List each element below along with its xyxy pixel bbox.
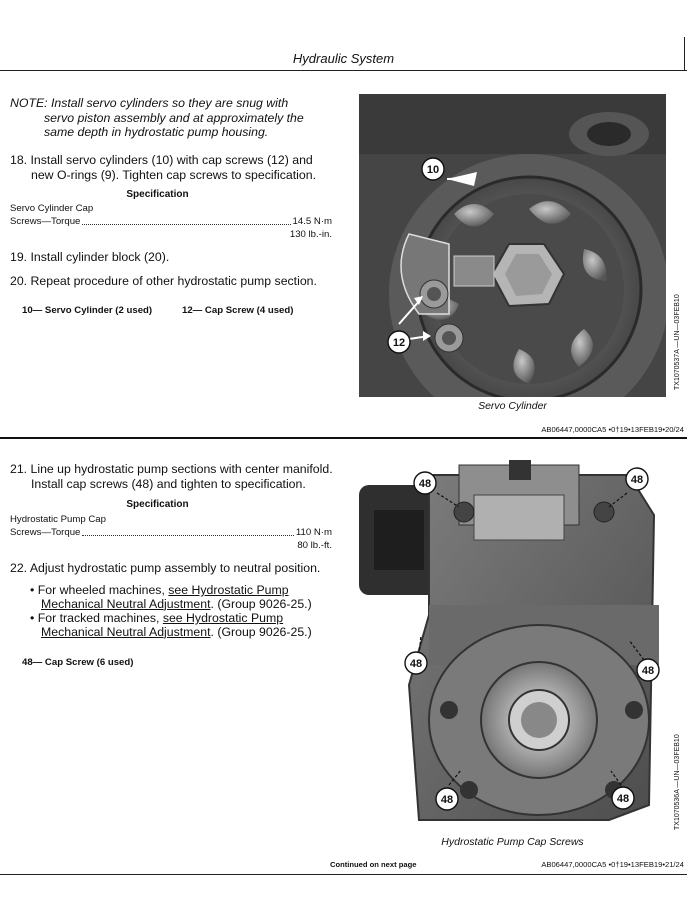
servo-cylinder-illustration xyxy=(359,94,666,397)
bullet-tracked: • For tracked machines, see Hydrostatic Pump Mechanical Neutral Adjustment. (Group 9026-25.) xyxy=(30,611,312,639)
step-18 xyxy=(10,153,340,183)
note-line: same depth in hydrostatic pump housing. xyxy=(44,125,269,139)
spec-item-name: Hydrostatic Pump Cap xyxy=(10,514,106,525)
note-line: servo piston assembly and at approximately the xyxy=(44,110,304,125)
bullet-wheeled: • For wheeled machines, see Hydrostatic Pump Mechanical Neutral Adjustment. (Group 9026-25.) xyxy=(30,583,312,611)
step-21 xyxy=(10,462,355,492)
step-line: Install cap screws (48) and tighten to specification. xyxy=(31,477,306,491)
callout-48-label: 48 xyxy=(418,478,432,490)
dot-leader xyxy=(82,526,294,536)
section-reference: AB06447,0000CA5 •0†19•13FEB19•21/24 xyxy=(541,860,684,869)
spec-item-name: Servo Cylinder Cap xyxy=(10,203,94,214)
spec-row xyxy=(10,526,332,539)
bullet-text: For tracked machines, xyxy=(37,611,163,625)
callout-48-label: 48 xyxy=(440,794,454,806)
spec-value: 14.5 N·m xyxy=(292,216,332,227)
dot-leader xyxy=(82,215,290,225)
photo-caption: Servo Cylinder xyxy=(478,400,547,412)
step-20: 20. Repeat procedure of other hydrostatic pump section. xyxy=(10,274,317,288)
spec-row xyxy=(10,215,332,228)
section-reference: AB06447,0000CA5 •0†19•13FEB19•20/24 xyxy=(541,425,684,434)
figure-reference: TX1070537A —UN—03FEB10 xyxy=(674,294,681,390)
neutral-adjustment-link[interactable]: see Hydrostatic Pump xyxy=(168,583,289,597)
callout-48-label: 48 xyxy=(616,793,630,805)
legend-item: 10— Servo Cylinder (2 used) xyxy=(22,305,153,316)
legend-item: 12— Cap Screw (4 used) xyxy=(182,305,294,316)
step-line: 21. Line up hydrostatic pump sections with center manifold. xyxy=(10,462,333,476)
servo-cylinder-photo xyxy=(359,94,666,397)
spec-heading: Specification xyxy=(126,189,189,200)
bullet-text: . (Group 9026-25.) xyxy=(210,596,312,611)
continued-notice: Continued on next page xyxy=(330,860,417,869)
spec-table xyxy=(10,202,332,241)
section-divider xyxy=(0,437,687,439)
figure-reference: TX1070536A —UN—03FEB10 xyxy=(674,734,681,830)
spec-item-name: Screws—Torque xyxy=(10,216,81,227)
bullet-text: . (Group 9026-25.) xyxy=(210,624,312,639)
neutral-adjustment-link[interactable]: Mechanical Neutral Adjustment xyxy=(41,596,211,611)
step-19: 19. Install cylinder block (20). xyxy=(10,250,170,264)
callout-10-label: 10 xyxy=(426,164,440,176)
legend-item: 48— Cap Screw (6 used) xyxy=(22,657,134,668)
spec-value: 110 N·m xyxy=(295,527,332,538)
callout-48-label: 48 xyxy=(641,665,655,677)
step-22: 22. Adjust hydrostatic pump assembly to neutral position. xyxy=(10,561,321,575)
neutral-adjustment-link[interactable]: Mechanical Neutral Adjustment xyxy=(41,624,211,639)
spec-item-name: Screws—Torque xyxy=(10,527,81,538)
neutral-adjustment-link[interactable]: see Hydrostatic Pump xyxy=(162,611,284,625)
hydrostatic-pump-illustration xyxy=(359,455,666,830)
photo-caption: Hydrostatic Pump Cap Screws xyxy=(441,836,584,848)
spec-value: 80 lb.-ft. xyxy=(297,540,332,551)
footer-rule xyxy=(0,874,687,875)
spec-value: 130 lb.-in. xyxy=(289,229,332,240)
spec-heading: Specification xyxy=(126,499,189,510)
step-line: 18. Install servo cylinders (10) with cap screws (12) and xyxy=(10,153,313,167)
header-rule xyxy=(0,70,687,71)
callout-48-label: 48 xyxy=(409,658,423,670)
hydrostatic-pump-photo xyxy=(359,455,666,830)
bullet-text: For wheeled machines, xyxy=(37,583,169,597)
step-line: new O-rings (9). Tighten cap screws to specification. xyxy=(31,168,316,182)
note-text xyxy=(10,96,340,140)
spec-table xyxy=(10,513,332,552)
callout-48-label: 48 xyxy=(630,474,644,486)
note-line: NOTE: Install servo cylinders so they are snug with xyxy=(10,96,289,110)
page-title: Hydraulic System xyxy=(292,51,395,66)
callout-12-label: 12 xyxy=(392,337,406,349)
